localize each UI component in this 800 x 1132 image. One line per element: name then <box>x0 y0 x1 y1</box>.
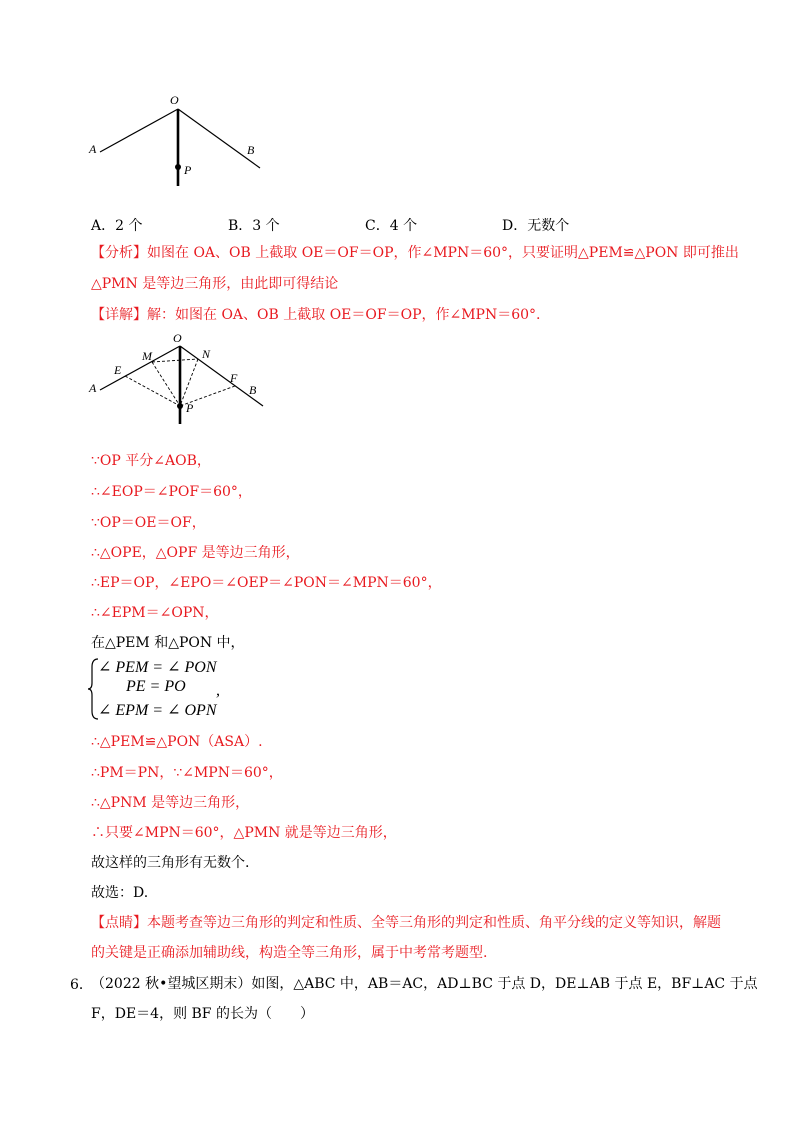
equation-system <box>88 657 248 721</box>
segment-mp <box>152 362 180 406</box>
segment-mn <box>152 359 198 362</box>
label-o-2: O <box>173 331 182 345</box>
label-p-2: P <box>186 401 194 415</box>
analysis-line-1: 【分析】如图在 OA、OB 上截取 OE＝OF＝OP，作∠MPN＝60°，只要证明△PEM≌△PON 即可推出 <box>91 245 739 261</box>
ray-oa <box>100 109 178 152</box>
segment-ep <box>125 376 180 406</box>
comment-line-2: 的关键是正确添加辅助线，构造全等三角形，属于中考常考题型. <box>91 945 488 961</box>
label-e: E <box>114 363 122 377</box>
label-o: O <box>170 93 179 107</box>
question-6-number: 6． <box>70 977 93 993</box>
step-2: ∴∠EOP＝∠POF＝60°， <box>91 484 252 500</box>
option-a: A．2 个 <box>91 218 143 234</box>
option-c: C．4 个 <box>365 218 418 234</box>
choice-text: 故选：D. <box>91 885 149 901</box>
label-b: B <box>247 143 255 157</box>
label-p: P <box>184 163 192 177</box>
ray-ob <box>178 109 260 168</box>
label-a: A <box>89 142 97 156</box>
system-row-2: PE = PO <box>126 678 186 695</box>
analysis-line-2: △PMN 是等边三角形，由此即可得结论 <box>91 276 339 292</box>
detail-intro: 【详解】解：如图在 OA、OB 上截取 OE＝OF＝OP，作∠MPN＝60°. <box>91 307 541 323</box>
label-a-2: A <box>89 381 97 395</box>
ray-ob-2 <box>180 346 263 406</box>
label-n: N <box>202 347 211 361</box>
step-8: ∴PM＝PN，∵∠MPN＝60°， <box>91 765 283 781</box>
option-d: D．无数个 <box>502 218 570 234</box>
system-row-3: ∠ EPM = ∠ OPN <box>98 702 217 719</box>
option-b: B．3 个 <box>228 218 280 234</box>
figure-2-svg <box>85 330 275 430</box>
system-comma: , <box>216 682 220 699</box>
label-f: F <box>230 371 238 385</box>
question-6-line-2: F，DE＝4，则 BF 的长为（ ） <box>91 1006 314 1022</box>
system-row-1: ∠ PEM = ∠ PON <box>98 659 217 676</box>
step-7: ∴△PEM≌△PON（ASA）. <box>91 734 263 750</box>
step-10: ∴只要∠MPN＝60°，△PMN 就是等边三角形， <box>91 825 397 841</box>
step-1: ∵OP 平分∠AOB， <box>91 453 211 469</box>
step-3: ∵OP＝OE＝OF， <box>91 515 206 531</box>
in-triangles-text: 在△PEM 和△PON 中， <box>91 635 245 651</box>
step-9: ∴△PNM 是等边三角形， <box>91 795 250 811</box>
question-6-line-1: （2022 秋•望城区期末）如图，△ABC 中，AB＝AC，AD⊥BC 于点 D，DE⊥AB 于点 E，BF⊥AC 于点 <box>91 976 758 992</box>
ray-oa-2 <box>100 346 180 390</box>
label-b-2: B <box>249 383 257 397</box>
figure-1-svg <box>85 90 275 190</box>
label-m: M <box>142 349 152 363</box>
comment-line-1: 【点睛】本题考查等边三角形的判定和性质、全等三角形的判定和性质、角平分线的定义等知识，解题 <box>91 915 721 931</box>
step-4: ∴△OPE，△OPF 是等边三角形， <box>91 545 300 561</box>
point-p-2 <box>177 403 183 409</box>
segment-np <box>180 359 198 406</box>
step-6: ∴∠EPM＝∠OPN， <box>91 605 219 621</box>
figure-angle-bisector <box>85 90 275 190</box>
point-p <box>175 164 181 170</box>
figure-construction <box>85 330 275 430</box>
conclusion-text: 故这样的三角形有无数个. <box>91 855 250 871</box>
step-5: ∴EP＝OP，∠EPO＝∠OEP＝∠PON＝∠MPN＝60°， <box>91 575 442 591</box>
